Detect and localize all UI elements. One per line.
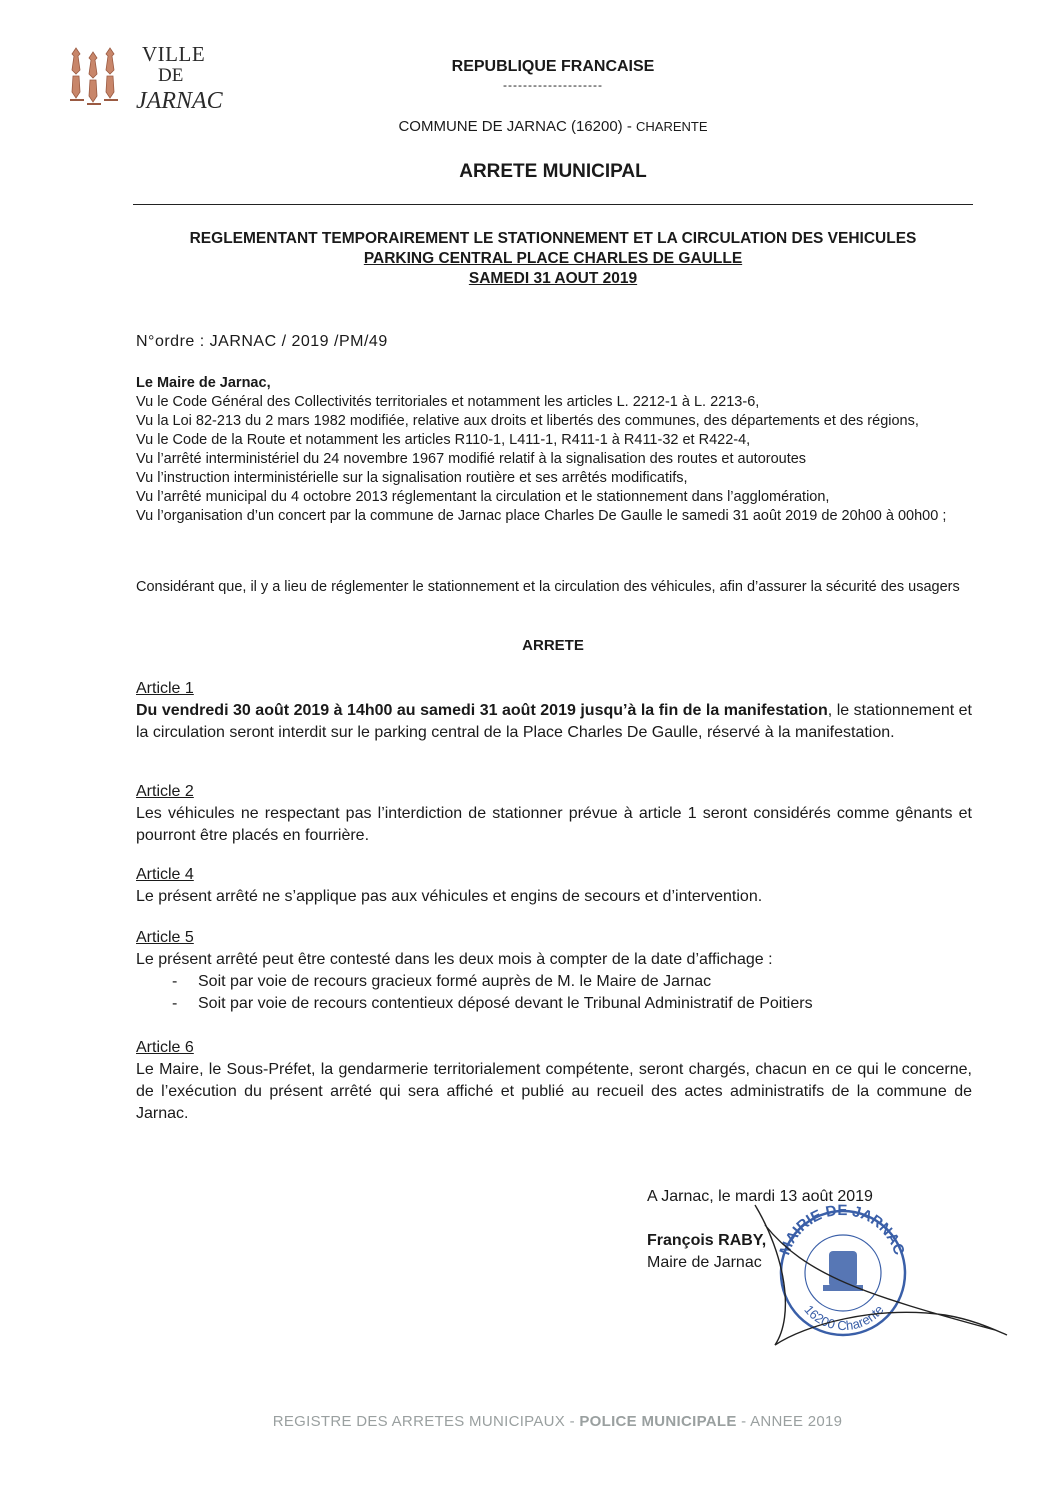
article-5 [136, 927, 972, 1015]
logo-text-de: DE [158, 65, 184, 86]
preamble-line: Vu la Loi 82-213 du 2 mars 1982 modifiée, relative aux droits et libertés des communes, des départements et des régions, [136, 413, 919, 429]
preamble-line: Vu le Code de la Route et notamment les articles R110-1, L411-1, R411-1 à R411-32 et R422-4, [136, 432, 751, 448]
document-title: ARRETE MUNICIPAL [459, 161, 647, 182]
preamble-heading: Le Maire de Jarnac, [136, 375, 271, 391]
article-5-text: Le présent arrêté peut être contesté dans les deux mois à compter de la date d’affichage : [136, 951, 773, 968]
commune-name: COMMUNE DE JARNAC (16200) [398, 118, 623, 135]
subject-block [0, 229, 1058, 289]
header-separator: -------------------- [503, 78, 603, 92]
page-footer [0, 1413, 1058, 1430]
signature-place-date: A Jarnac, le mardi 13 août 2019 [647, 1188, 873, 1205]
subject-line-2: PARKING CENTRAL PLACE CHARLES DE GAULLE [363, 250, 743, 267]
footer-separator: - [736, 1413, 751, 1430]
title-divider [133, 204, 973, 205]
preamble-line: Vu le Code Général des Collectivités territoriales et notamment les articles L. 2212-1 à L. 2213-6, [136, 394, 760, 410]
article-1-text: , le stationnement et la circulation seront interdit sur le parking central de la Place Charles De Gaulle, réservé à la manifestation. [136, 702, 972, 741]
article-2 [136, 781, 972, 847]
footer-register: REGISTRE DES ARRETES MUNICIPAUX [272, 1413, 566, 1430]
article-5-title: Article 5 [136, 929, 194, 946]
logo-text-ville: VILLE [142, 42, 206, 66]
signatory-name: François RABY, [647, 1232, 767, 1249]
article-4 [136, 864, 972, 908]
article-2-title: Article 2 [136, 783, 194, 800]
article-1-body [136, 700, 972, 744]
article-4-text: Le présent arrêté ne s’applique pas aux véhicules et engins de secours et d’intervention. [136, 888, 763, 905]
republic-heading: REPUBLIQUE FRANCAISE [451, 58, 655, 75]
footer-year: ANNEE 2019 [750, 1413, 843, 1430]
article-2-text: Les véhicules ne respectant pas l’interdiction de stationner prévue à article 1 seront considérés comme gênants et pourront être placés en fourrière. [136, 805, 972, 844]
subject-line-1: REGLEMENTANT TEMPORAIREMENT LE STATIONNEMENT ET LA CIRCULATION DES VEHICULES [189, 230, 917, 247]
preamble-line: Vu l’arrêté interministériel du 24 novembre 1967 modifié relatif à la signalisation des routes et autoroutes [136, 451, 807, 467]
footer-separator: - [565, 1413, 580, 1430]
preamble-line: Vu l’arrêté municipal du 4 octobre 2013 réglementant la circulation et le stationnement dans l’agglomération, [136, 489, 830, 505]
preamble-line: Vu l’instruction interministérielle sur la signalisation routière et ses arrêtés modificatifs, [136, 470, 688, 486]
commune-separator: - [622, 118, 637, 135]
list-item: - Soit par voie de recours contentieux déposé devant le Tribunal Administratif de Poitiers [198, 993, 972, 1015]
preamble [136, 374, 972, 526]
signature-block [647, 1186, 873, 1274]
article-6 [136, 1037, 972, 1125]
article-6-title: Article 6 [136, 1039, 194, 1056]
footer-police: POLICE MUNICIPALE [579, 1413, 737, 1430]
signatory-role: Maire de Jarnac [647, 1254, 762, 1271]
article-1-title: Article 1 [136, 680, 194, 697]
department-name: CHARENTE [636, 119, 708, 134]
article-6-text: Le Maire, le Sous-Préfet, la gendarmerie territorialement compétente, seront chargés, chacun en ce qui le concerne, de l’exécution du présent arrêté qui sera affiché et publié au recueil des actes administratifs de la commune de Jarnac. [136, 1061, 972, 1122]
commune-line [0, 118, 1058, 135]
order-number: N°ordre : JARNAC / 2019 /PM/49 [136, 333, 388, 350]
stamp-bottom-text: 16200 Charente [801, 1302, 887, 1334]
article-1 [136, 678, 972, 744]
article-4-title: Article 4 [136, 866, 194, 883]
logo-text-jarnac: JARNAC [136, 88, 223, 114]
subject-line-3: SAMEDI 31 AOUT 2019 [468, 270, 638, 287]
considering-paragraph: Considérant que, il y a lieu de réglementer le stationnement et la circulation des véhicules, afin d’assurer la sécurité des usagers [136, 579, 960, 595]
article-5-list [136, 971, 972, 1015]
list-item: - Soit par voie de recours gracieux formé auprès de M. le Maire de Jarnac [198, 971, 972, 993]
stamp-top-text: MAIRIE DE JARNAC [776, 1201, 908, 1258]
article-1-bold-period: Du vendredi 30 août 2019 à 14h00 au samedi 31 août 2019 jusqu’à la fin de la manifestation [136, 702, 828, 719]
decision-heading: ARRETE [522, 637, 584, 654]
preamble-line: Vu l’organisation d’un concert par la commune de Jarnac place Charles De Gaulle le samedi 31 août 2019 de 20h00 à 00h00 ; [136, 508, 947, 524]
